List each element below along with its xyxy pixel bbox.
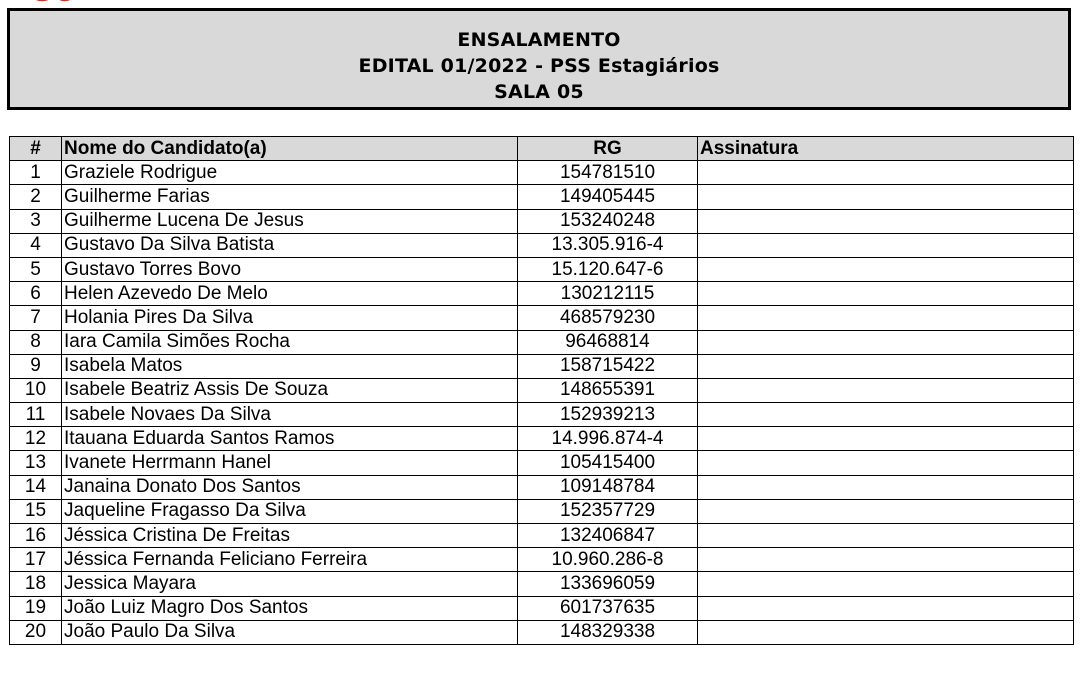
table-row bbox=[10, 548, 1074, 572]
candidate-rg: 148655391 bbox=[518, 378, 698, 402]
table-header-row bbox=[10, 137, 1074, 161]
table-row bbox=[10, 282, 1074, 306]
candidate-name: Guilherme Farias bbox=[62, 185, 518, 209]
candidate-rg: 132406847 bbox=[518, 524, 698, 548]
row-number: 5 bbox=[10, 257, 62, 281]
candidate-name: Itauana Eduarda Santos Ramos bbox=[62, 427, 518, 451]
candidate-rg: 149405445 bbox=[518, 185, 698, 209]
signature-cell bbox=[698, 524, 1074, 548]
candidate-rg: 13.305.916-4 bbox=[518, 233, 698, 257]
signature-cell bbox=[698, 209, 1074, 233]
candidate-name: Graziele Rodrigue bbox=[62, 161, 518, 185]
table-row bbox=[10, 451, 1074, 475]
signature-cell bbox=[698, 427, 1074, 451]
table-row bbox=[10, 209, 1074, 233]
row-number: 10 bbox=[10, 378, 62, 402]
row-number: 16 bbox=[10, 524, 62, 548]
candidate-name: Isabela Matos bbox=[62, 354, 518, 378]
signature-cell bbox=[698, 548, 1074, 572]
candidate-rg: 10.960.286-8 bbox=[518, 548, 698, 572]
table-row bbox=[10, 257, 1074, 281]
column-header-signature: Assinatura bbox=[698, 137, 1074, 161]
candidate-name: João Luiz Magro Dos Santos bbox=[62, 596, 518, 620]
candidate-rg: 130212115 bbox=[518, 282, 698, 306]
signature-cell bbox=[698, 257, 1074, 281]
row-number: 19 bbox=[10, 596, 62, 620]
candidate-name: Ivanete Herrmann Hanel bbox=[62, 451, 518, 475]
signature-cell bbox=[698, 378, 1074, 402]
signature-cell bbox=[698, 620, 1074, 644]
row-number: 9 bbox=[10, 354, 62, 378]
candidate-name: Guilherme Lucena De Jesus bbox=[62, 209, 518, 233]
row-number: 14 bbox=[10, 475, 62, 499]
row-number: 8 bbox=[10, 330, 62, 354]
table-row bbox=[10, 378, 1074, 402]
signature-cell bbox=[698, 499, 1074, 523]
table-row bbox=[10, 499, 1074, 523]
candidate-name: Gustavo Torres Bovo bbox=[62, 257, 518, 281]
table-row bbox=[10, 233, 1074, 257]
signature-cell bbox=[698, 306, 1074, 330]
candidate-name: Iara Camila Simões Rocha bbox=[62, 330, 518, 354]
table-row bbox=[10, 185, 1074, 209]
row-number: 6 bbox=[10, 282, 62, 306]
table-row bbox=[10, 596, 1074, 620]
candidate-name: Helen Azevedo De Melo bbox=[62, 282, 518, 306]
signature-cell bbox=[698, 475, 1074, 499]
signature-cell bbox=[698, 161, 1074, 185]
signature-cell bbox=[698, 233, 1074, 257]
candidate-name: Jaqueline Fragasso Da Silva bbox=[62, 499, 518, 523]
candidate-rg: 109148784 bbox=[518, 475, 698, 499]
candidate-rg: 105415400 bbox=[518, 451, 698, 475]
signature-cell bbox=[698, 330, 1074, 354]
candidate-name: Jéssica Cristina De Freitas bbox=[62, 524, 518, 548]
candidate-rg: 14.996.874-4 bbox=[518, 427, 698, 451]
table-row bbox=[10, 427, 1074, 451]
candidate-rg: 158715422 bbox=[518, 354, 698, 378]
row-number: 17 bbox=[10, 548, 62, 572]
candidate-rg: 148329338 bbox=[518, 620, 698, 644]
candidate-name: Holania Pires Da Silva bbox=[62, 306, 518, 330]
table-row bbox=[10, 354, 1074, 378]
header-title: ENSALAMENTO bbox=[457, 29, 621, 51]
row-number: 11 bbox=[10, 403, 62, 427]
header-edital: EDITAL 01/2022 - PSS Estagiários bbox=[358, 55, 720, 77]
candidate-table bbox=[9, 136, 1074, 645]
candidate-name: Jessica Mayara bbox=[62, 572, 518, 596]
column-header-rg: RG bbox=[518, 137, 698, 161]
candidate-rg: 133696059 bbox=[518, 572, 698, 596]
table-row bbox=[10, 330, 1074, 354]
candidate-name: Gustavo Da Silva Batista bbox=[62, 233, 518, 257]
row-number: 2 bbox=[10, 185, 62, 209]
signature-cell bbox=[698, 596, 1074, 620]
table-body bbox=[10, 161, 1074, 645]
header-room: SALA 05 bbox=[494, 81, 584, 103]
signature-cell bbox=[698, 451, 1074, 475]
row-number: 7 bbox=[10, 306, 62, 330]
row-number: 18 bbox=[10, 572, 62, 596]
row-number: 12 bbox=[10, 427, 62, 451]
candidate-rg: 468579230 bbox=[518, 306, 698, 330]
candidate-name: Janaina Donato Dos Santos bbox=[62, 475, 518, 499]
table-row bbox=[10, 572, 1074, 596]
column-header-number: # bbox=[10, 137, 62, 161]
table-row bbox=[10, 524, 1074, 548]
signature-cell bbox=[698, 572, 1074, 596]
table-row bbox=[10, 161, 1074, 185]
candidate-name: Isabele Beatriz Assis De Souza bbox=[62, 378, 518, 402]
candidate-name: Jéssica Fernanda Feliciano Ferreira bbox=[62, 548, 518, 572]
row-number: 1 bbox=[10, 161, 62, 185]
row-number: 3 bbox=[10, 209, 62, 233]
signature-cell bbox=[698, 403, 1074, 427]
signature-cell bbox=[698, 185, 1074, 209]
candidate-name: João Paulo Da Silva bbox=[62, 620, 518, 644]
candidate-rg: 15.120.647-6 bbox=[518, 257, 698, 281]
table-row bbox=[10, 620, 1074, 644]
document-header bbox=[7, 8, 1071, 110]
table-row bbox=[10, 475, 1074, 499]
candidate-rg: 154781510 bbox=[518, 161, 698, 185]
signature-cell bbox=[698, 282, 1074, 306]
row-number: 4 bbox=[10, 233, 62, 257]
candidate-rg: 152939213 bbox=[518, 403, 698, 427]
table-row bbox=[10, 306, 1074, 330]
row-number: 20 bbox=[10, 620, 62, 644]
candidate-rg: 152357729 bbox=[518, 499, 698, 523]
row-number: 13 bbox=[10, 451, 62, 475]
table-row bbox=[10, 403, 1074, 427]
row-number: 15 bbox=[10, 499, 62, 523]
logo-icon bbox=[28, 0, 78, 4]
candidate-rg: 153240248 bbox=[518, 209, 698, 233]
signature-cell bbox=[698, 354, 1074, 378]
candidate-rg: 96468814 bbox=[518, 330, 698, 354]
candidate-name: Isabele Novaes Da Silva bbox=[62, 403, 518, 427]
column-header-name: Nome do Candidato(a) bbox=[62, 137, 518, 161]
candidate-rg: 601737635 bbox=[518, 596, 698, 620]
